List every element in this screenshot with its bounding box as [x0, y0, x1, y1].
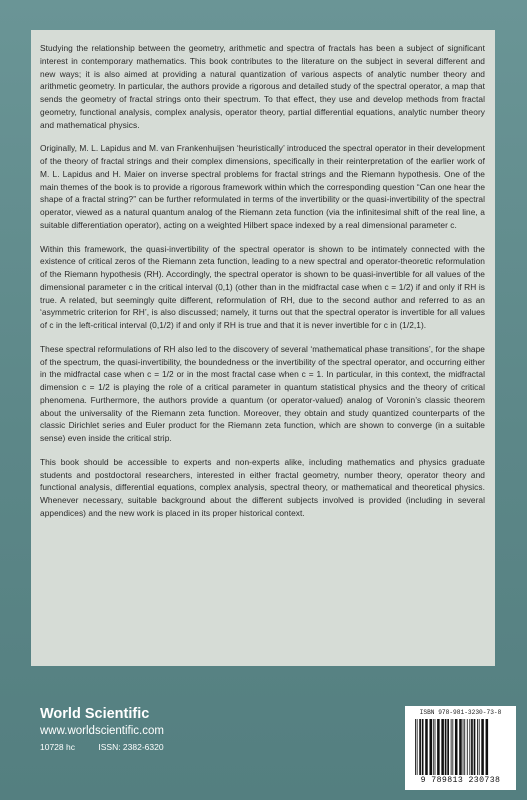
barcode-bar	[425, 719, 428, 775]
publisher-name: World Scientific	[40, 706, 150, 722]
barcode-bar	[434, 719, 435, 775]
barcode-bar	[469, 719, 470, 775]
publisher-block	[40, 706, 260, 753]
barcode-bar	[437, 719, 440, 775]
barcode-bar	[478, 719, 479, 775]
publisher-url: www.worldscientific.com	[40, 725, 164, 737]
isbn-label: ISBN 978-981-3230-73-8	[419, 709, 502, 716]
barcode-digits: 9 789813 230738	[420, 776, 501, 785]
barcode-bar	[459, 719, 462, 775]
barcode	[405, 706, 516, 790]
barcode-bar	[421, 719, 423, 775]
issn: ISSN: 2382-6320	[98, 742, 164, 752]
blurb-panel	[31, 30, 495, 666]
barcode-bar	[429, 719, 432, 775]
blurb-paragraph-3: Within this framework, the quasi-invertibility of the spectral operator is shown to be intimately connected with the existence of critical zeros of the Riemann zeta function, leading to a new spectral and operator-theoretic reformulation of the Riemann hypothesis (RH). Accordingly, the spectral operator is shown to be quasi-invertible for all values of the dimensional parameter c in the critical interval (0,1) (other than in the midfractal case when c = 1/2) if and only if RH is true. A related, but seemingly quite different, reformulation of RH, due to the second author and referred to as an ‘asymmetric criterion for RH’, is also discussed; namely, it turns out that the spectral operator is invertible for all values of c in the left-critical interval (0,1/2) if and only if RH is true and that it is never invertible for c in (1/2,1).	[40, 243, 485, 330]
barcode-bar	[452, 719, 453, 775]
barcode-bar	[473, 719, 475, 775]
barcode-bar	[471, 719, 473, 775]
barcode-bar	[466, 719, 467, 775]
barcode-bar	[450, 719, 451, 775]
blurb-paragraph-5: This book should be accessible to experts and non-experts alike, including mathematics and physics graduate students and postdoctoral researchers, interested in either fractal geometry, number theory, operator theory and functional analysis, differential equations, complex analysis, spectral theory, or mathematical and theoretical physics. Whenever necessary, suitable background about the different subjects involved is provided (including in several appendices) and the new work is placed in its proper historical context.	[40, 456, 485, 518]
barcode-bar	[477, 719, 478, 775]
barcode-bar	[415, 719, 416, 775]
blurb-paragraph-4: These spectral reformulations of RH also led to the discovery of several ‘mathematical phase transitions’, for the shape of the spectrum, the quasi-invertibility, the boundedness or the invertibility of the spectral operator, and occurring either in the midfractal case when c = 1/2 or in the most fractal case when c = 1. In particular, in this context, the midfractal dimension c = 1/2 is playing the role of a critical parameter in quantum statistical physics and the theory of critical phenomena. Furthermore, the authors provide a quantum (or operator-valued) analog of Voronin’s classic theorem about the universality of the Riemann zeta function. Moreover, they obtain and study quantized counterparts of the classic Dirichlet series and Euler product for the Riemann zeta function, which are shown to converge (in a suitable sense) even inside the critical strip.	[40, 343, 485, 443]
barcode-bar	[441, 719, 444, 775]
barcode-bar	[419, 719, 421, 775]
catalog-code: 10728 hc	[40, 742, 75, 752]
barcode-bar	[464, 719, 465, 775]
barcode-bar	[481, 719, 484, 775]
barcode-bar	[416, 719, 417, 775]
publisher-meta	[40, 741, 260, 753]
barcode-bar	[432, 719, 433, 775]
blurb-paragraph-2: Originally, M. L. Lapidus and M. van Frankenhuijsen ‘heuristically’ introduced the spectral operator in their development of the theory of fractal strings and their complex dimensions, specifically in their reinterpretation of the earlier work of M. L. Lapidus and H. Maier on inverse spectral problems for fractal strings and the Riemann hypothesis. One of the main themes of the book is to provide a rigorous framework within which the corresponding question “Can one hear the shape of a fractal string?” can be further reformulated in terms of the invertibility or the quasi-invertibility of the spectral operator, viewed as a natural quantum analog of the Riemann zeta function (via the infinitesimal shift of the real line, a suitable differentiation operator), acting on a weighted Hilbert space indexed by a real dimensional parameter c.	[40, 143, 486, 230]
barcode-bar	[444, 719, 446, 775]
barcode-bar	[447, 719, 449, 775]
blurb-paragraph-1: Studying the relationship between the geometry, arithmetic and spectra of fractals has been a subject of significant interest in contemporary mathematics. This book contributes to the literature on the subject in several different and new ways; it is also aimed at providing a natural quantization of various aspects of analytic number theory and arithmetic geometry. In particular, the authors provide a rigorous and detailed study of the spectral operator, a map that sends the geometry of fractal strings onto their spectrum. To that effect, they use and develop methods from fractal geometry, functional analysis, complex analysis, operator theory, partial differential equations, analytic number theory and mathematical physics.	[40, 43, 485, 130]
barcode-bar	[485, 719, 488, 775]
barcode-bars	[413, 719, 509, 775]
barcode-bar	[454, 719, 457, 775]
barcode-bar	[462, 719, 463, 775]
